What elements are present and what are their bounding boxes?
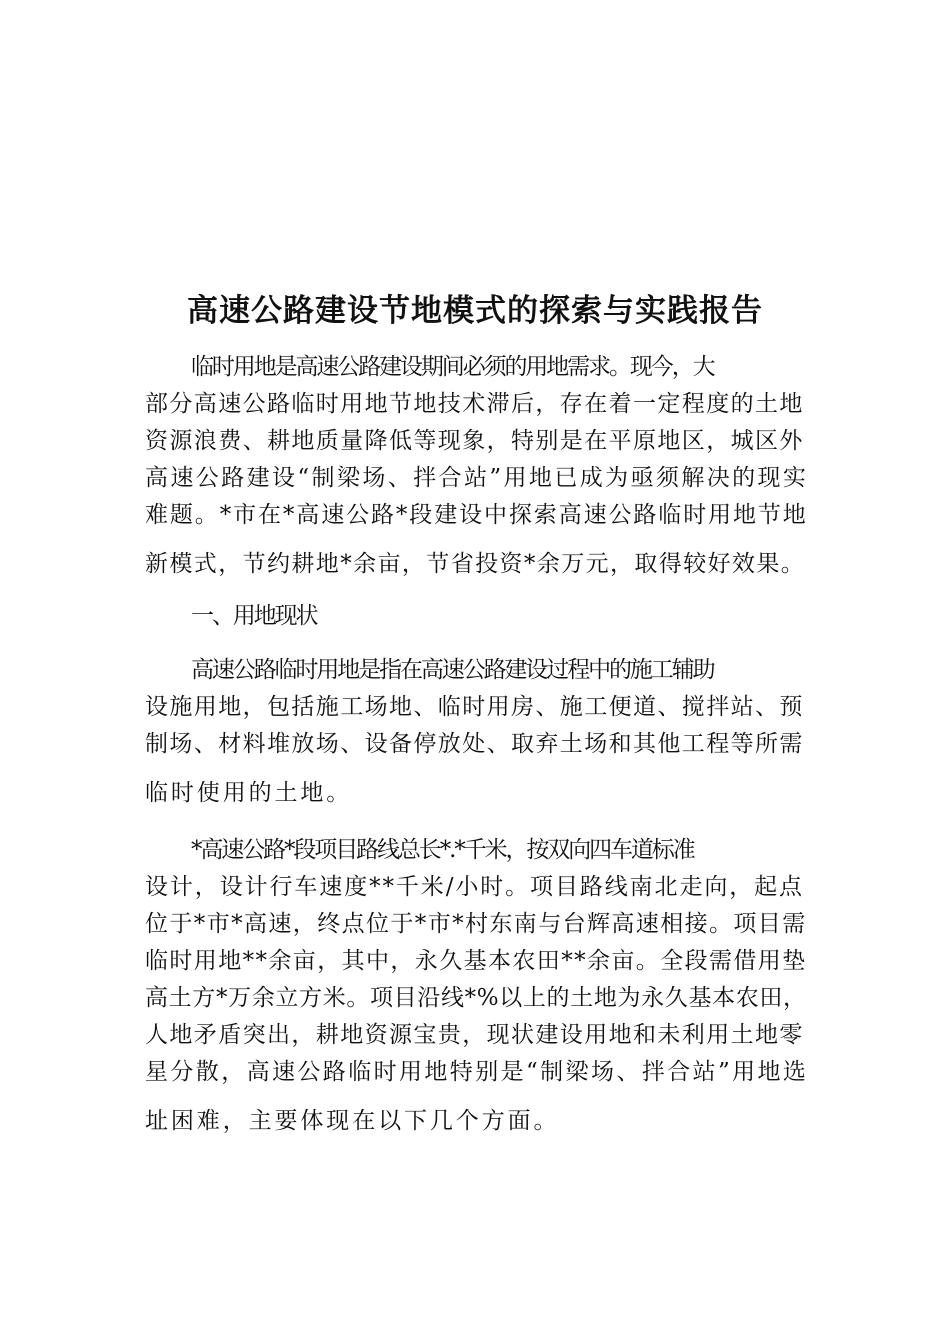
paragraph-intro	[145, 349, 809, 583]
paragraph-project	[145, 832, 809, 1140]
paragraph-line: 高土方*万余立方米。项目沿线*%以上的土地为永久基本农田，	[145, 985, 807, 1011]
paragraph-line: 高速公路临时用地是指在高速公路建设过程中的施工辅助	[191, 657, 714, 683]
section-heading	[145, 598, 809, 635]
paragraph-line: *高速公路*段项目路线总长*.*千米，按双向四车道标准	[191, 837, 694, 863]
paragraph-line: 难题。*市在*高速公路*段建设中探索高速公路临时用地节地	[145, 502, 808, 528]
paragraph-line: 新模式，节约耕地*余亩，节省投资*余万元，取得较好效果。	[145, 551, 806, 577]
paragraph-line: 临时使用的土地。	[145, 780, 353, 806]
paragraph-line: 临时用地**余亩，其中，永久基本农田**余亩。全段需借用垫	[145, 948, 807, 974]
paragraph-definition	[145, 652, 809, 812]
paragraph-line: 人地矛盾突出，耕地资源宝贵，现状建设用地和未利用土地零	[145, 1022, 804, 1048]
paragraph-line: 制场、材料堆放场、设备停放处、取弃土场和其他工程等所需	[145, 731, 804, 757]
paragraph-line: 设计，设计行车速度**千米/小时。项目路线南北走向，起点	[145, 874, 804, 900]
paragraph-line: 设施用地，包括施工场地、临时用房、施工便道、搅拌站、预	[145, 694, 804, 720]
document-title: 高速公路建设节地模式的探索与实践报告	[187, 293, 763, 329]
section-heading-text: 一、用地现状	[191, 603, 317, 629]
paragraph-line: 星分散，高速公路临时用地特别是“制梁场、拌合站”用地选	[145, 1059, 809, 1085]
paragraph-line: 址困难，主要体现在以下几个方面。	[145, 1108, 560, 1134]
paragraph-line: 高速公路建设“制梁场、拌合站”用地已成为亟须解决的现实	[145, 465, 809, 491]
paragraph-line: 位于*市*高速，终点位于*市*村东南与台辉高速相接。项目需	[145, 911, 807, 937]
paragraph-line: 资源浪费、耕地质量降低等现象，特别是在平原地区，城区外	[145, 428, 804, 454]
paragraph-line: 临时用地是高速公路建设期间必须的用地需求。现今，大	[191, 354, 714, 380]
paragraph-line: 部分高速公路临时用地节地技术滞后，存在着一定程度的土地	[145, 391, 804, 417]
